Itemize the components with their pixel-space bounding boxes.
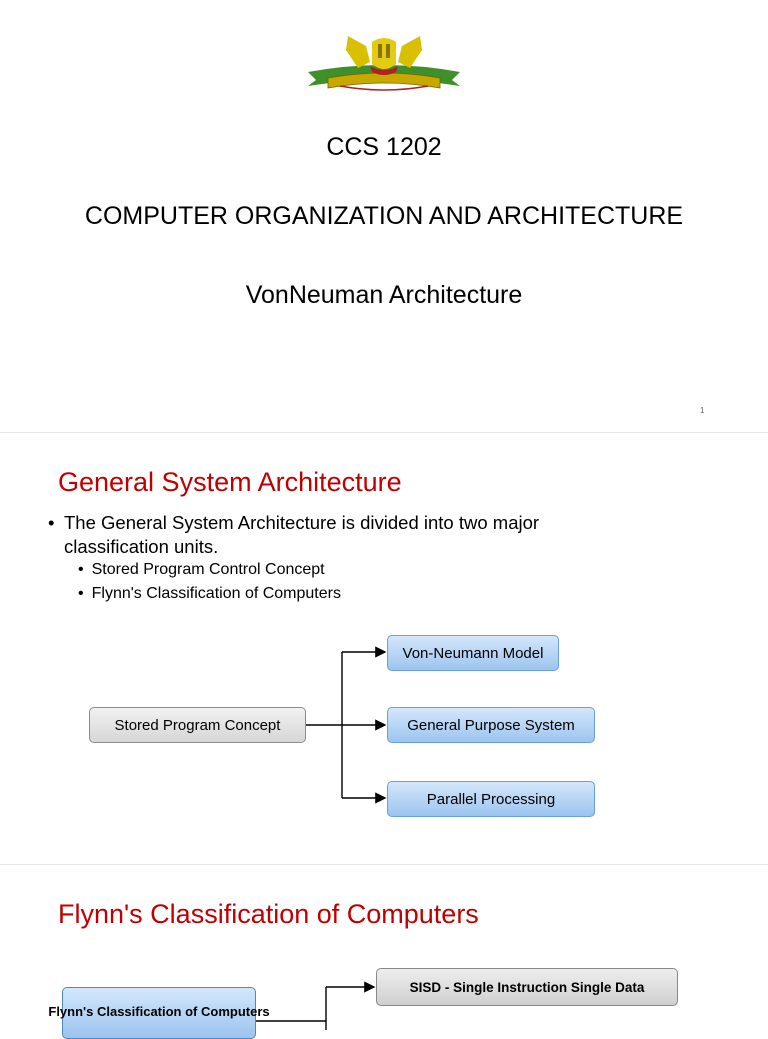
bullet-dot-icon: • — [78, 561, 84, 578]
bullet-dot-icon: • — [48, 512, 55, 533]
bullet-text: The General System Architecture is divided into two major classification units. — [64, 512, 540, 557]
bullet-dot-icon: • — [78, 585, 84, 602]
slide-title: Flynn's Classification of Computers — [58, 899, 479, 929]
course-title: COMPUTER ORGANIZATION AND ARCHITECTURE — [84, 202, 684, 230]
diagram-node-child: General Purpose System — [387, 707, 595, 743]
diagram-node-root: Stored Program Concept — [89, 707, 306, 743]
university-crest-logo — [300, 28, 468, 106]
slide-title: General System Architecture — [58, 467, 402, 497]
sub-bullet-text: Flynn's Classification of Computers — [91, 585, 341, 602]
title-slide — [0, 0, 768, 432]
course-code: CCS 1202 — [326, 133, 442, 161]
general-architecture-slide — [0, 432, 768, 865]
diagram-node-root: Flynn's Classification of Computers — [62, 987, 256, 1039]
topic-title: VonNeuman Architecture — [245, 281, 523, 309]
diagram-node-child: Von-Neumann Model — [387, 635, 559, 671]
connector-lines — [0, 433, 768, 865]
page-number: 1 — [700, 406, 705, 415]
flynn-classification-slide — [0, 864, 768, 1025]
diagram-node-child: SISD - Single Instruction Single Data — [376, 968, 678, 1006]
diagram-node-child: Parallel Processing — [387, 781, 595, 817]
sub-bullet-text: Stored Program Control Concept — [91, 561, 325, 578]
